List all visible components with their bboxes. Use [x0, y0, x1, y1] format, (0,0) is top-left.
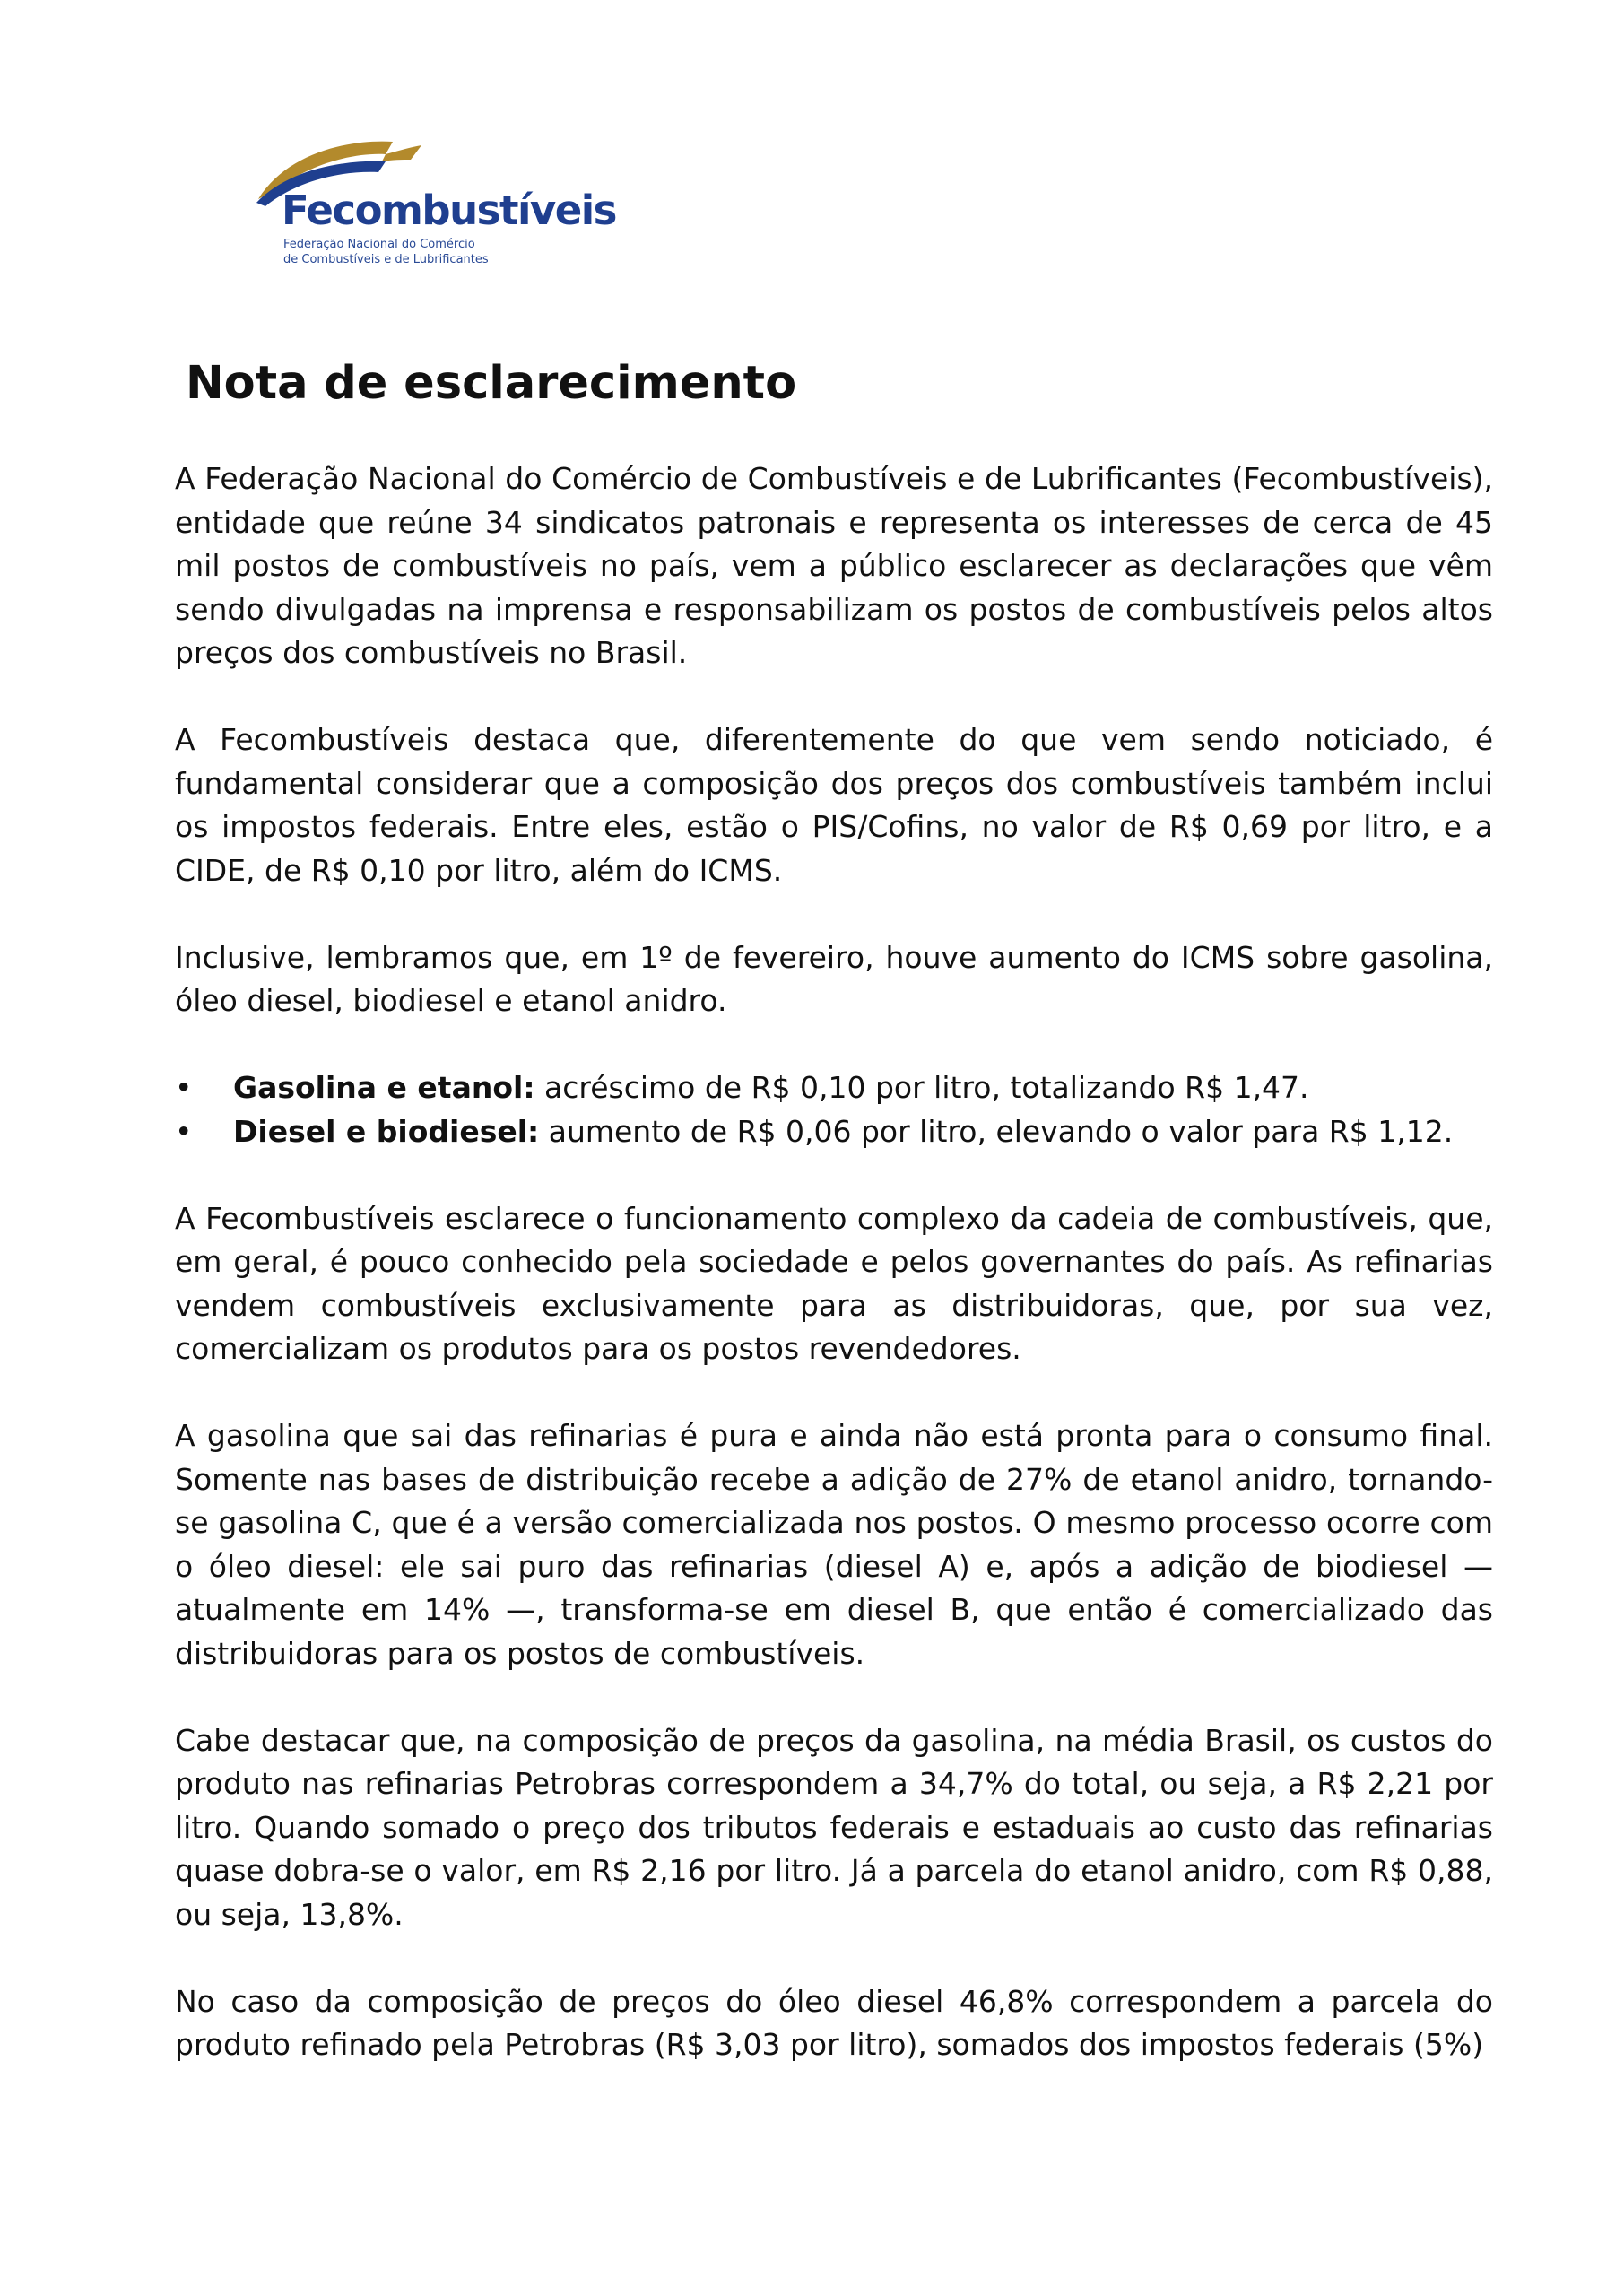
list-item-label: Diesel e biodiesel:	[233, 1113, 540, 1149]
list-item-label: Gasolina e etanol:	[233, 1070, 535, 1105]
paragraph-gasoline-process: A gasolina que sai das refinarias é pura e ainda não está pronta para o consumo final. Somente nas bases de distribuição recebe a adição de 27% de etanol anidro, tornando-se gasolina C, que é a versão comercializada nos postos. O mesmo processo ocorre com o óleo diesel: ele sai puro das refinarias (diesel A) e, após a adição de biodiesel — atualmente em 14% —, transforma-se em diesel B, que então é comercializado das distribuidoras para os postos de combustíveis.	[175, 1418, 1493, 1671]
paragraph-diesel-prices: No caso da composição de preços do óleo diesel 46,8% correspondem a parcela do produto refinado pela Petrobras (R$ 3,03 por litro), somados dos impostos federais (5%)	[175, 1983, 1493, 2062]
bullet-icon: •	[175, 1113, 193, 1149]
document-body	[175, 457, 1493, 2110]
logo-tagline-line2: de Combustíveis e de Lubrificantes	[283, 253, 489, 266]
bullet-icon: •	[175, 1070, 193, 1105]
list-item-text: aumento de R$ 0,06 por litro, elevando o valor para R$ 1,12.	[539, 1113, 1454, 1149]
list-item	[175, 1066, 1493, 1110]
paragraph-supply-chain: A Fecombustíveis esclarece o funcionamento complexo da cadeia de combustíveis, que, em geral, é pouco conhecido pela sociedade e pelos governantes do país. As refinarias vendem combustíveis exclusivamente para as distribuidoras, que, por sua vez, comercializam os produtos para os postos revendedores.	[175, 1200, 1493, 1366]
list-item	[175, 1110, 1493, 1154]
list-item-text: acréscimo de R$ 0,10 por litro, totalizando R$ 1,47.	[534, 1070, 1309, 1105]
document-title: Nota de esclarecimento	[186, 357, 797, 410]
paragraph-gasoline-prices: Cabe destacar que, na composição de preços da gasolina, na média Brasil, os custos do produto nas refinarias Petrobras correspondem a 34,7% do total, ou seja, a R$ 2,21 por litro. Quando somado o preço dos tributos federais e estaduais ao custo das refinarias quase dobra-se o valor, em R$ 2,16 por litro. Já a parcela do etanol anidro, com R$ 0,88, ou seja, 13,8%.	[175, 1722, 1493, 1932]
logo-tagline-line1: Federação Nacional do Comércio	[283, 238, 475, 251]
logo-tagline	[283, 237, 489, 267]
logo-wordmark: Fecombustíveis	[282, 187, 616, 234]
paragraph-intro: A Federação Nacional do Comércio de Combustíveis e de Lubrificantes (Fecombustíveis), entidade que reúne 34 sindicatos patronais e representa os interesses de cerca de 45 mil postos de combustíveis no país, vem a público esclarecer as declarações que vêm sendo divulgadas na imprensa e responsabilizam os postos de combustíveis pelos altos preços dos combustíveis no Brasil.	[175, 461, 1493, 670]
icms-increase-list	[175, 1066, 1493, 1153]
paragraph-icms-increase: Inclusive, lembramos que, em 1º de fevereiro, houve aumento do ICMS sobre gasolina, óleo diesel, biodiesel e etanol anidro.	[175, 939, 1493, 1018]
paragraph-federal-taxes: A Fecombustíveis destaca que, diferentemente do que vem sendo noticiado, é fundamental considerar que a composição dos preços dos combustíveis também inclui os impostos federais. Entre eles, estão o PIS/Cofins, no valor de R$ 0,69 por litro, e a CIDE, de R$ 0,10 por litro, além do ICMS.	[175, 722, 1493, 888]
fecombustiveis-logo	[251, 135, 628, 278]
